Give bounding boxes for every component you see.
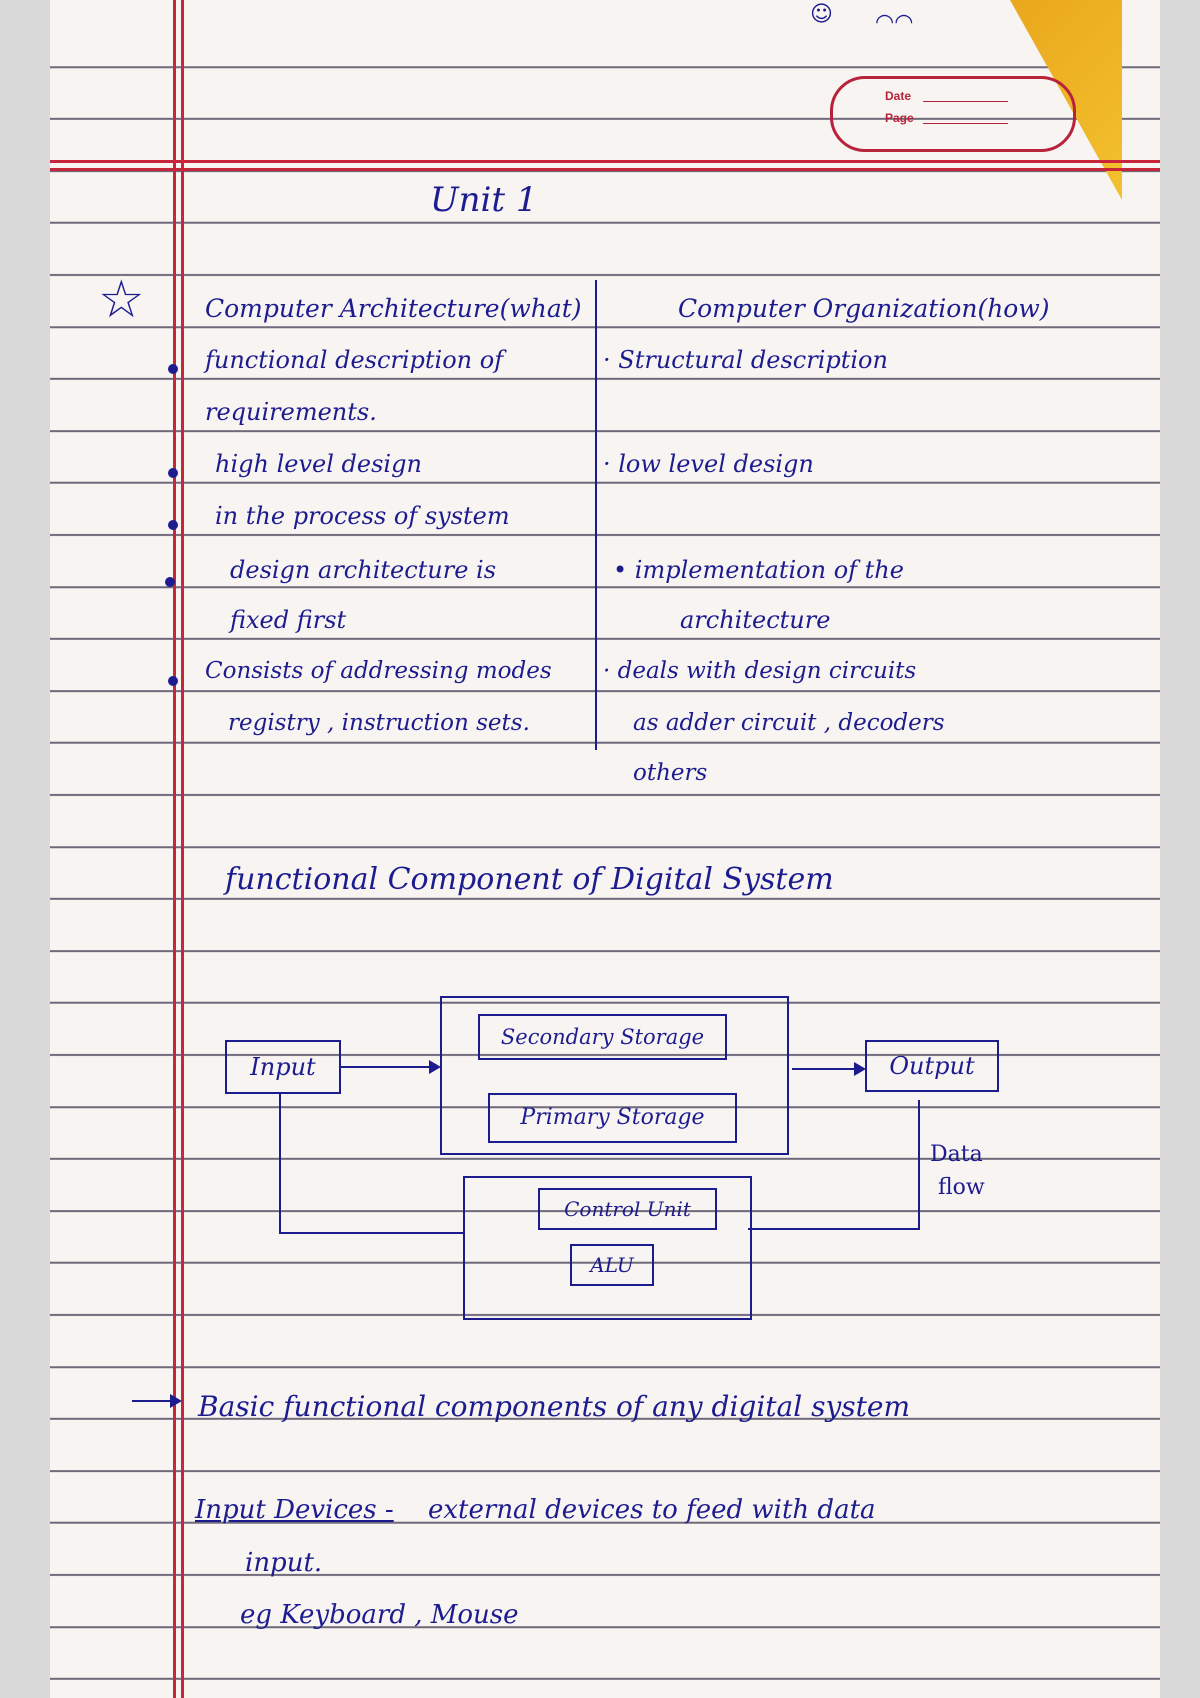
section-heading: functional Component of Digital System bbox=[225, 862, 834, 897]
page-title: Unit 1 bbox=[430, 180, 538, 220]
bullet-icon bbox=[168, 520, 178, 530]
org-item-3: • implementation of the bbox=[613, 556, 904, 584]
org-item-4c: others bbox=[633, 760, 708, 786]
arch-item-4: Consists of addressing modes bbox=[205, 658, 552, 684]
date-line bbox=[923, 101, 1008, 102]
org-item-4b: as adder circuit , decoders bbox=[633, 710, 945, 736]
margin-line-top-1 bbox=[50, 160, 1160, 163]
control-unit-label: Control Unit bbox=[564, 1197, 691, 1221]
arrow-icon bbox=[132, 1400, 180, 1402]
arrow-icon bbox=[792, 1068, 864, 1070]
flow-line-bottom-left bbox=[279, 1232, 463, 1234]
eyes-doodle-icon: ◠◠ bbox=[875, 10, 914, 35]
page-label: Page bbox=[885, 111, 914, 125]
star-icon: ☆ bbox=[98, 270, 145, 330]
input-box bbox=[225, 1040, 341, 1094]
margin-line-left-1 bbox=[173, 0, 176, 1698]
smiley-doodle-icon: ☺ bbox=[810, 2, 833, 27]
flow-label: flow bbox=[938, 1175, 985, 1200]
arch-item-3b: design architecture is bbox=[230, 556, 497, 584]
margin-line-top-2 bbox=[50, 168, 1160, 171]
output-label: Output bbox=[889, 1052, 975, 1080]
flow-line-bottom-right bbox=[748, 1228, 918, 1230]
notebook-page bbox=[50, 0, 1160, 1698]
arch-item-3: in the process of system bbox=[215, 502, 510, 530]
primary-storage-box bbox=[488, 1093, 737, 1143]
arrow-icon bbox=[339, 1066, 439, 1068]
bullet-icon bbox=[165, 577, 175, 587]
arch-item-1: functional description of bbox=[205, 346, 504, 374]
alu-box bbox=[570, 1244, 654, 1286]
secondary-storage-label: Secondary Storage bbox=[500, 1025, 705, 1049]
input-devices-example: eg Keyboard , Mouse bbox=[240, 1600, 519, 1630]
org-item-2: · low level design bbox=[603, 450, 814, 478]
input-devices-definition: external devices to feed with data bbox=[428, 1495, 876, 1525]
arch-item-1b: requirements. bbox=[205, 398, 377, 426]
margin-line-left-2 bbox=[181, 0, 184, 1698]
date-page-stamp bbox=[830, 76, 1076, 152]
primary-storage-label: Primary Storage bbox=[520, 1105, 705, 1130]
input-devices-term: Input Devices - bbox=[195, 1495, 394, 1525]
org-item-3b: architecture bbox=[680, 606, 831, 634]
control-unit-box bbox=[538, 1188, 717, 1230]
secondary-storage-box bbox=[478, 1014, 727, 1060]
arch-item-4b: registry , instruction sets. bbox=[228, 710, 530, 736]
org-item-1: · Structural description bbox=[603, 346, 888, 374]
page-line bbox=[923, 123, 1008, 124]
bullet-icon bbox=[168, 468, 178, 478]
org-item-4: · deals with design circuits bbox=[603, 658, 917, 684]
alu-label: ALU bbox=[590, 1253, 634, 1277]
arch-item-2: high level design bbox=[215, 450, 422, 478]
basic-components-line: Basic functional components of any digital system bbox=[198, 1390, 911, 1423]
organization-heading: Computer Organization(how) bbox=[678, 294, 1050, 323]
bullet-icon bbox=[168, 364, 178, 374]
architecture-heading: Computer Architecture(what) bbox=[205, 294, 582, 323]
output-box bbox=[865, 1040, 999, 1092]
flow-line-right bbox=[918, 1100, 920, 1230]
column-divider bbox=[595, 280, 597, 750]
date-label: Date bbox=[885, 89, 912, 103]
input-label: Input bbox=[250, 1053, 316, 1081]
input-devices-definition-2: input. bbox=[245, 1548, 323, 1578]
data-label: Data bbox=[930, 1142, 983, 1167]
flow-line-left bbox=[279, 1092, 281, 1232]
arch-item-3c: fixed first bbox=[230, 606, 347, 634]
bullet-icon bbox=[168, 676, 178, 686]
